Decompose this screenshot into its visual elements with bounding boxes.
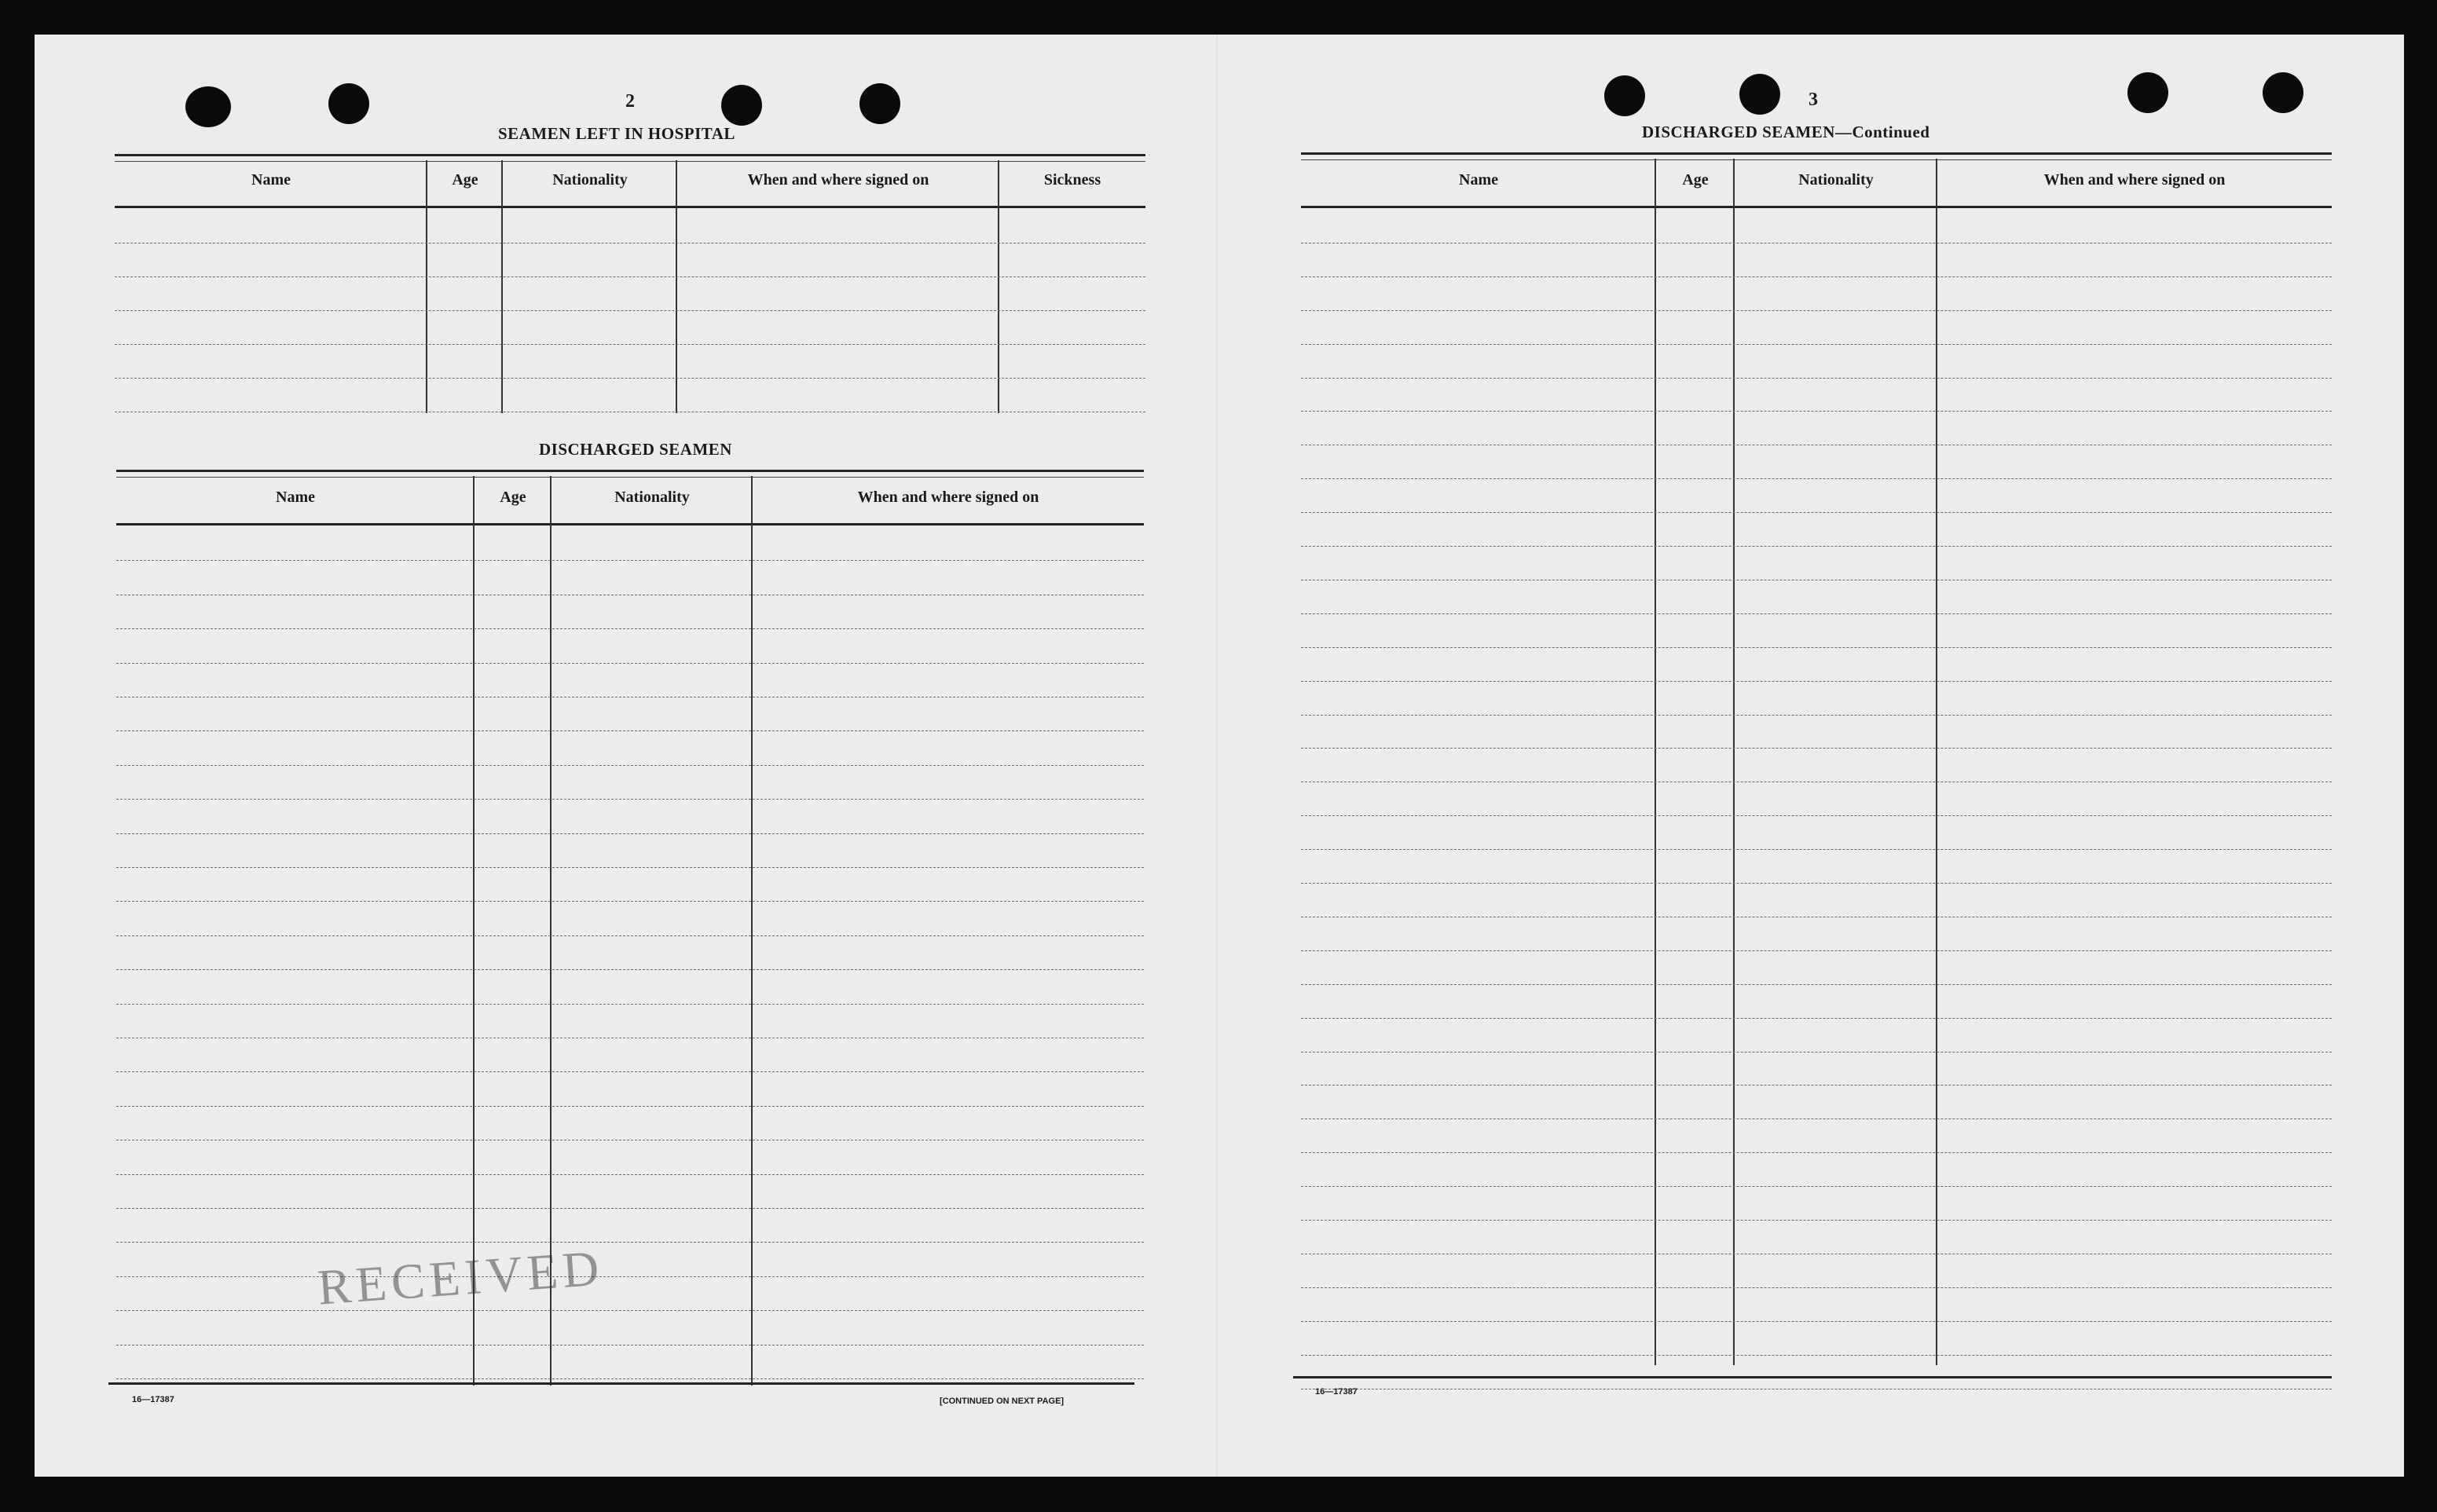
table-row xyxy=(1301,1321,2332,1322)
table-row xyxy=(1301,512,2332,513)
page-number-left: 2 xyxy=(625,91,635,112)
table-row xyxy=(1301,344,2332,345)
table-row xyxy=(1301,478,2332,479)
column-header: Nationality xyxy=(1798,171,1874,189)
column-header: Age xyxy=(1682,171,1709,189)
table-row xyxy=(1301,815,2332,816)
table-row xyxy=(1301,613,2332,614)
table-row xyxy=(1301,984,2332,985)
table-row xyxy=(1301,1018,2332,1019)
table-row xyxy=(1301,411,2332,412)
table-row xyxy=(1301,276,2332,277)
table-row xyxy=(1301,883,2332,884)
page-number-right: 3 xyxy=(1809,90,1818,110)
column-header: Nationality xyxy=(552,171,628,189)
table-row xyxy=(1301,647,2332,648)
column-header: Age xyxy=(452,171,478,189)
form-number-right: 16—17387 xyxy=(1315,1387,1358,1397)
bottom-rule-right xyxy=(1293,1376,2332,1378)
table-row xyxy=(1301,1355,2332,1356)
column-header: Name xyxy=(251,171,291,189)
table-row xyxy=(1301,310,2332,311)
discharged-section-title: DISCHARGED SEAMEN xyxy=(539,440,732,459)
table-row xyxy=(1301,748,2332,749)
column-header: Name xyxy=(1459,171,1498,189)
table-row xyxy=(1301,715,2332,716)
continued-note: [CONTINUED ON NEXT PAGE] xyxy=(940,1397,1065,1406)
table-row xyxy=(1301,546,2332,547)
table-row xyxy=(1301,849,2332,850)
table-row xyxy=(1301,681,2332,682)
table-row xyxy=(1301,950,2332,951)
table-row xyxy=(1301,1186,2332,1187)
column-header: When and where signed on xyxy=(2043,171,2226,189)
table-row xyxy=(1301,378,2332,379)
discharged-continued-header xyxy=(1301,171,2332,203)
column-header: Age xyxy=(500,489,526,506)
discharged-continued-title: DISCHARGED SEAMEN—Continued xyxy=(1642,123,1930,141)
hospital-section-title: SEAMEN LEFT IN HOSPITAL xyxy=(498,124,735,143)
table-row xyxy=(1301,1220,2332,1221)
discharged-continued-table xyxy=(1301,152,2332,1370)
table-row xyxy=(1301,1287,2332,1288)
column-header: When and where signed on xyxy=(857,489,1039,506)
table-row xyxy=(1301,1152,2332,1153)
column-header: Name xyxy=(276,489,315,506)
table-row xyxy=(1301,1118,2332,1119)
column-header: Nationality xyxy=(614,489,690,506)
received-stamp: RECEIVED xyxy=(315,1239,606,1316)
column-header: When and where signed on xyxy=(747,171,929,189)
table-row xyxy=(1301,1052,2332,1053)
column-header: Sickness xyxy=(1043,171,1101,189)
form-number-left: 16—17387 xyxy=(132,1395,174,1404)
